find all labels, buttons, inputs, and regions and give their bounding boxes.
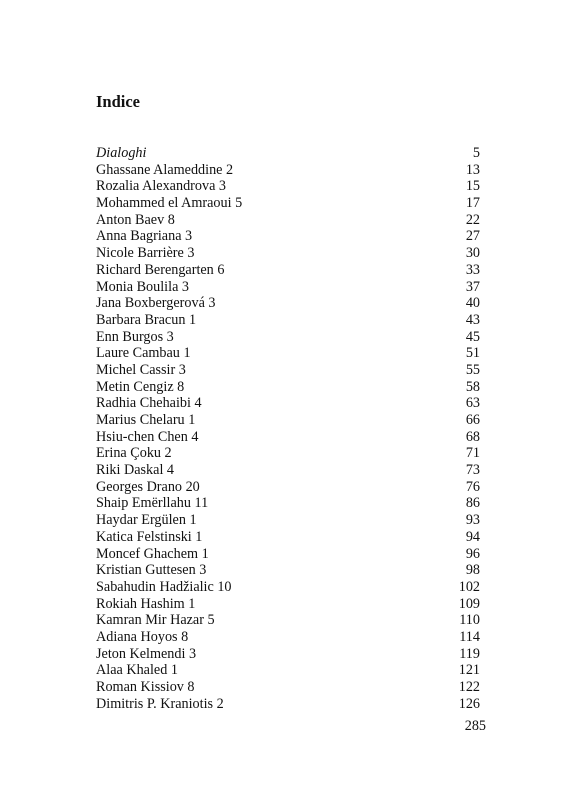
toc-entry-name: Shaip Emërllahu 11	[96, 495, 209, 512]
toc-entry	[96, 696, 480, 713]
toc-entry	[96, 379, 480, 396]
toc-entry-page: 22	[465, 211, 480, 228]
toc-entry	[96, 429, 480, 446]
toc-entry	[96, 562, 480, 579]
toc-entry	[96, 212, 480, 229]
toc-entry-name: Erina Çoku 2	[96, 445, 172, 462]
toc-entry-page: 37	[465, 278, 480, 295]
toc-entry-name: Jeton Kelmendi 3	[96, 645, 197, 662]
toc-entry	[96, 295, 480, 312]
toc-entry-page: 66	[465, 412, 480, 428]
toc-entry	[96, 279, 480, 296]
toc-entry-name: Kristian Guttesen 3	[96, 562, 207, 579]
toc-entry-page: 109	[458, 595, 480, 612]
toc-entry-name: Metin Cengiz 8	[96, 378, 185, 395]
toc-entry-page: 102	[458, 578, 480, 595]
toc-entry-page: 71	[465, 445, 480, 462]
toc-entry	[96, 679, 480, 696]
toc-entry-page: 76	[465, 478, 480, 495]
toc-entry-page: 13	[465, 161, 480, 178]
toc-entry	[96, 512, 480, 529]
page-number: 285	[464, 718, 486, 734]
toc-entry-page: 73	[465, 462, 480, 479]
toc-entry-page: 94	[465, 528, 480, 545]
toc-entry-name: Richard Berengarten 6	[96, 261, 225, 278]
toc-entry	[96, 579, 480, 596]
toc-entry	[96, 178, 480, 195]
toc-entry	[96, 546, 480, 563]
toc-entry	[96, 395, 480, 412]
toc-entry-page: 86	[465, 495, 480, 512]
toc-entry-name: Moncef Ghachem 1	[96, 545, 209, 562]
toc-entry-name: Anna Bagriana 3	[96, 228, 193, 245]
toc-entry-name: Ghassane Alameddine 2	[96, 161, 234, 178]
toc-entry	[96, 445, 480, 462]
toc-section-row	[96, 145, 480, 162]
toc-entry-page: 51	[465, 345, 480, 362]
toc-entry-page: 17	[465, 195, 480, 212]
toc-entry	[96, 462, 480, 479]
toc-entry	[96, 162, 480, 179]
toc-entry-page: 119	[459, 645, 480, 662]
toc-entry-name: Riki Daskal 4	[96, 462, 175, 479]
toc-entry-name: Monia Boulila 3	[96, 278, 190, 295]
toc-entry-page: 27	[465, 228, 480, 245]
toc-entry-page: 15	[465, 178, 480, 195]
toc-entry-page: 114	[459, 628, 480, 645]
toc-entry-page: 40	[465, 295, 480, 312]
toc-section-page: 5	[472, 145, 480, 161]
toc-entry-name: Hsiu-chen Chen 4	[96, 428, 199, 445]
toc-entry	[96, 612, 480, 629]
toc-entry	[96, 529, 480, 546]
toc-entry-name: Radhia Chehaibi 4	[96, 395, 202, 412]
toc-entry-name: Rokiah Hashim 1	[96, 595, 196, 612]
toc-entry	[96, 629, 480, 646]
toc-entry	[96, 596, 480, 613]
toc-entry-name: Georges Drano 20	[96, 478, 200, 495]
toc-entry	[96, 312, 480, 329]
toc-entry-page: 98	[465, 562, 480, 579]
toc-entry-name: Dimitris P. Kraniotis 2	[96, 695, 224, 712]
toc-entry-page: 63	[465, 395, 480, 412]
toc-entry	[96, 228, 480, 245]
toc-entry-name: Haydar Ergülen 1	[96, 512, 197, 529]
toc-entry-page: 96	[465, 545, 480, 562]
toc-entry	[96, 495, 480, 512]
toc-entry-page: 55	[465, 361, 480, 378]
toc-entry-name: Katica Felstinski 1	[96, 528, 203, 545]
toc-entry	[96, 195, 480, 212]
toc-entry-page: 43	[465, 311, 480, 328]
toc-entry-page: 30	[465, 245, 480, 262]
toc-entry-name: Jana Boxbergerová 3	[96, 295, 216, 312]
toc-entry-page: 110	[459, 612, 480, 629]
toc-entry-name: Marius Chelaru 1	[96, 412, 196, 428]
toc-entry-page: 68	[465, 428, 480, 445]
toc-entry	[96, 662, 480, 679]
toc-entry-name: Sabahudin Hadžialic 10	[96, 578, 232, 595]
table-of-contents	[96, 145, 480, 712]
toc-entry-name: Adiana Hoyos 8	[96, 628, 189, 645]
toc-section-name: Dialoghi	[96, 145, 147, 161]
toc-entry-name: Kamran Mir Hazar 5	[96, 612, 215, 629]
toc-entry	[96, 646, 480, 663]
toc-entry	[96, 345, 480, 362]
toc-entry-name: Enn Burgos 3	[96, 328, 174, 345]
toc-entry-page: 58	[465, 378, 480, 395]
toc-entry-name: Alaa Khaled 1	[96, 662, 178, 679]
toc-entry	[96, 479, 480, 496]
toc-entry-page: 33	[465, 261, 480, 278]
toc-entry-name: Mohammed el Amraoui 5	[96, 195, 243, 212]
toc-entry-name: Nicole Barrière 3	[96, 245, 195, 262]
toc-entry-name: Rozalia Alexandrova 3	[96, 178, 227, 195]
toc-entry-name: Michel Cassir 3	[96, 361, 186, 378]
toc-entry-name: Roman Kissiov 8	[96, 679, 195, 695]
toc-entry	[96, 412, 480, 429]
toc-entry	[96, 245, 480, 262]
toc-entry-name: Barbara Bracun 1	[96, 311, 197, 328]
toc-entry	[96, 362, 480, 379]
toc-entry-page: 126	[458, 695, 480, 712]
toc-entry-name: Laure Cambau 1	[96, 345, 191, 362]
page-title: Indice	[96, 92, 141, 111]
toc-entry	[96, 329, 480, 346]
toc-entry-page: 122	[458, 679, 480, 695]
toc-entry-page: 45	[465, 328, 480, 345]
toc-entry-page: 121	[458, 662, 480, 679]
toc-entry-page: 93	[465, 512, 480, 529]
toc-entry-name: Anton Baev 8	[96, 211, 175, 228]
toc-entry	[96, 262, 480, 279]
